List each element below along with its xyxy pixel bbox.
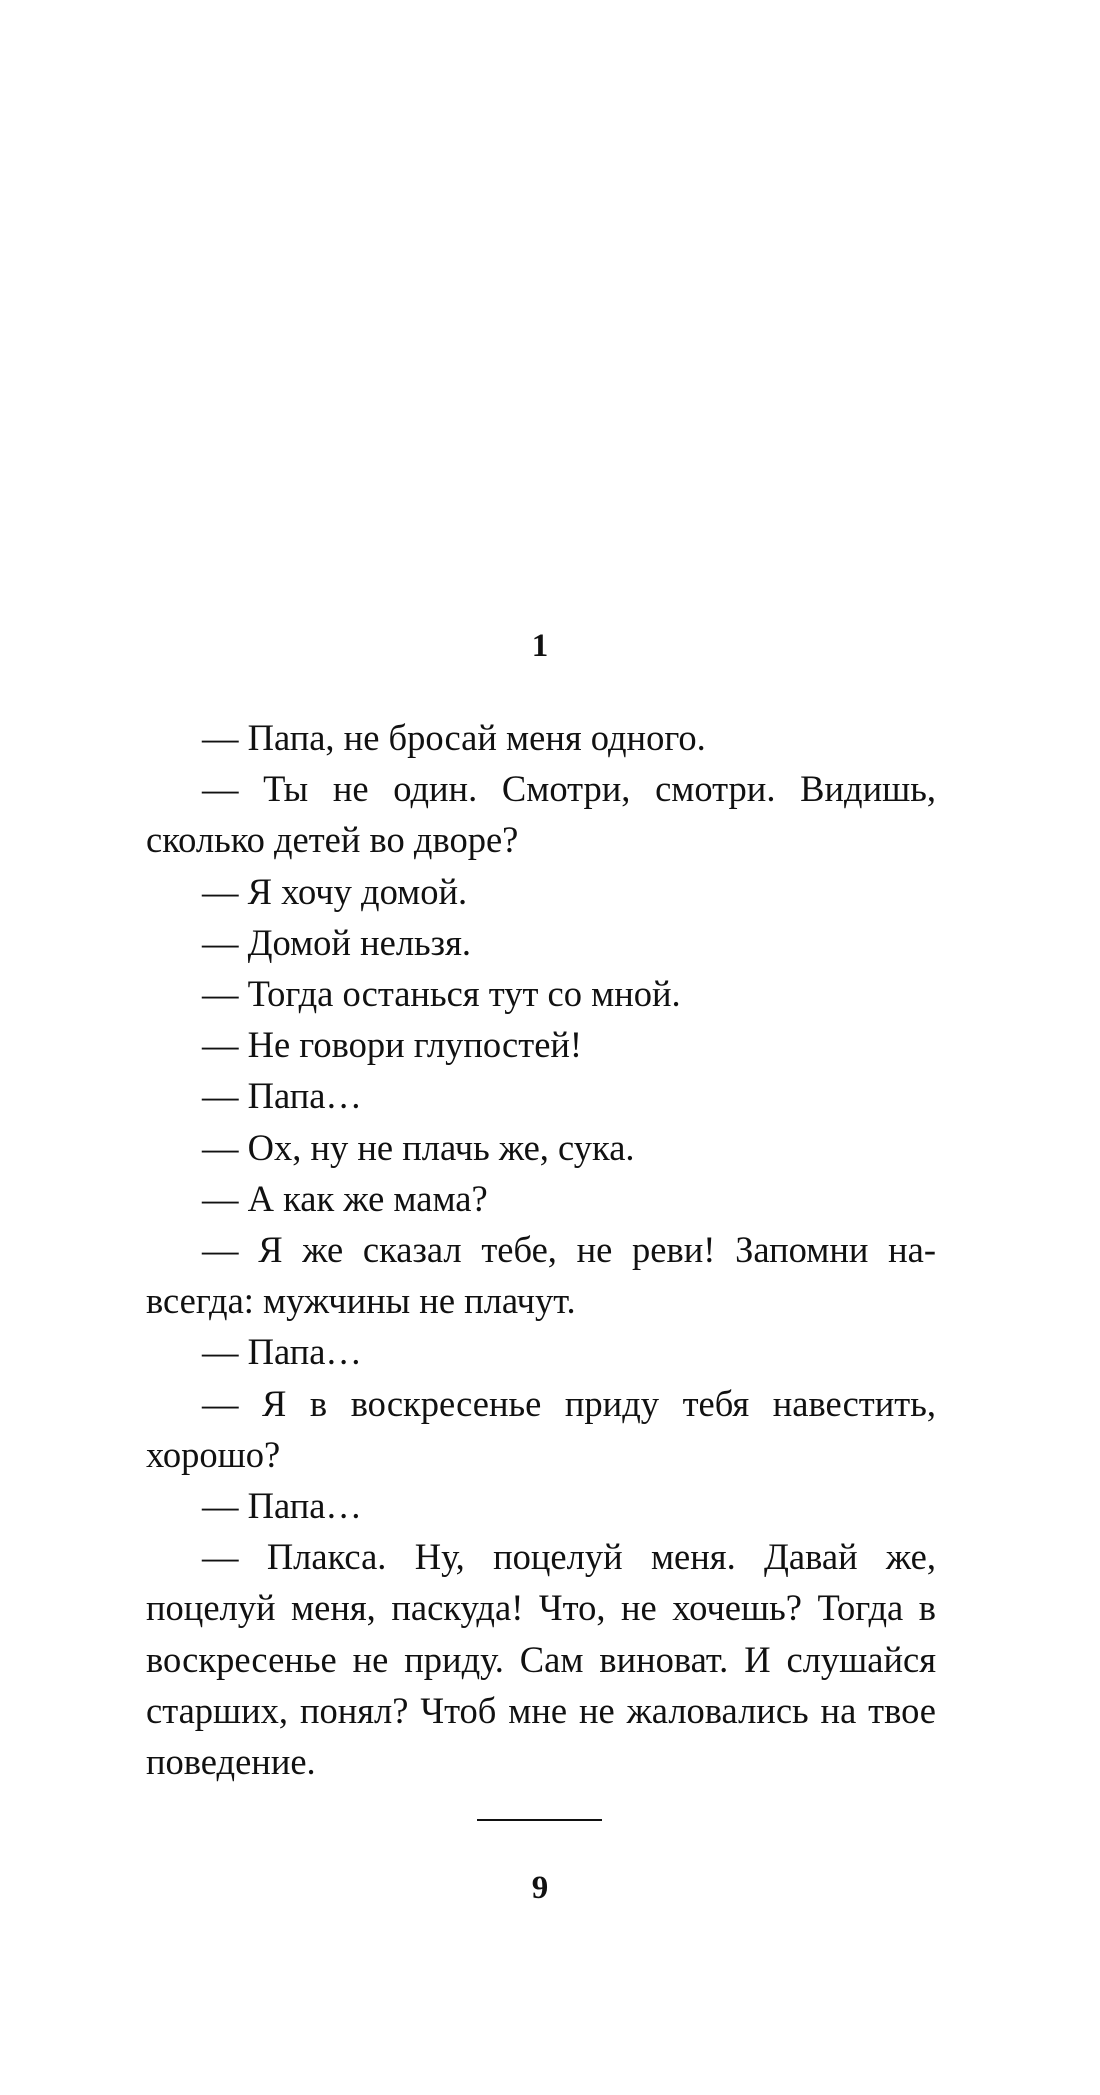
footer-divider [477, 1819, 602, 1821]
paragraph-8: — Ох, ну не плачь же, сука. [202, 1126, 635, 1168]
paragraph-13: — Папа… [202, 1485, 362, 1527]
paragraph-7: — Папа… [202, 1075, 362, 1117]
chapter-text [146, 712, 936, 1787]
paragraph-9: — А как же мама? [202, 1177, 488, 1219]
paragraph-14: — Плакса. Ну, поцелуй меня. Давай же, поцелуй меня, паскуда! Что, не хочешь? Тогда в воскресенье не приду. Сам виноват. И слушайся старших, понял? Чтоб мне не жаловались на твое поведение. [146, 1536, 936, 1783]
paragraph-10: — Я же сказал тебе, не реви! Запомни навсегда: мужчины не плачут. [146, 1229, 936, 1322]
chapter-number: 1 [531, 628, 549, 664]
paragraph-2: — Ты не один. Смотри, смотри. Видишь, сколько детей во дворе? [146, 768, 936, 861]
page-number: 9 [531, 1870, 549, 1906]
paragraph-4: — Домой нельзя. [202, 921, 472, 963]
paragraph-6: — Не говори глупостей! [202, 1024, 583, 1066]
paragraph-3: — Я хочу домой. [202, 870, 468, 912]
paragraph-5: — Тогда останься тут со мной. [202, 973, 681, 1015]
paragraph-12: — Я в воскресенье приду тебя навестить, хорошо? [146, 1382, 936, 1475]
paragraph-1: — Папа, не бросай меня одного. [202, 717, 706, 758]
paragraph-11: — Папа… [202, 1331, 362, 1373]
